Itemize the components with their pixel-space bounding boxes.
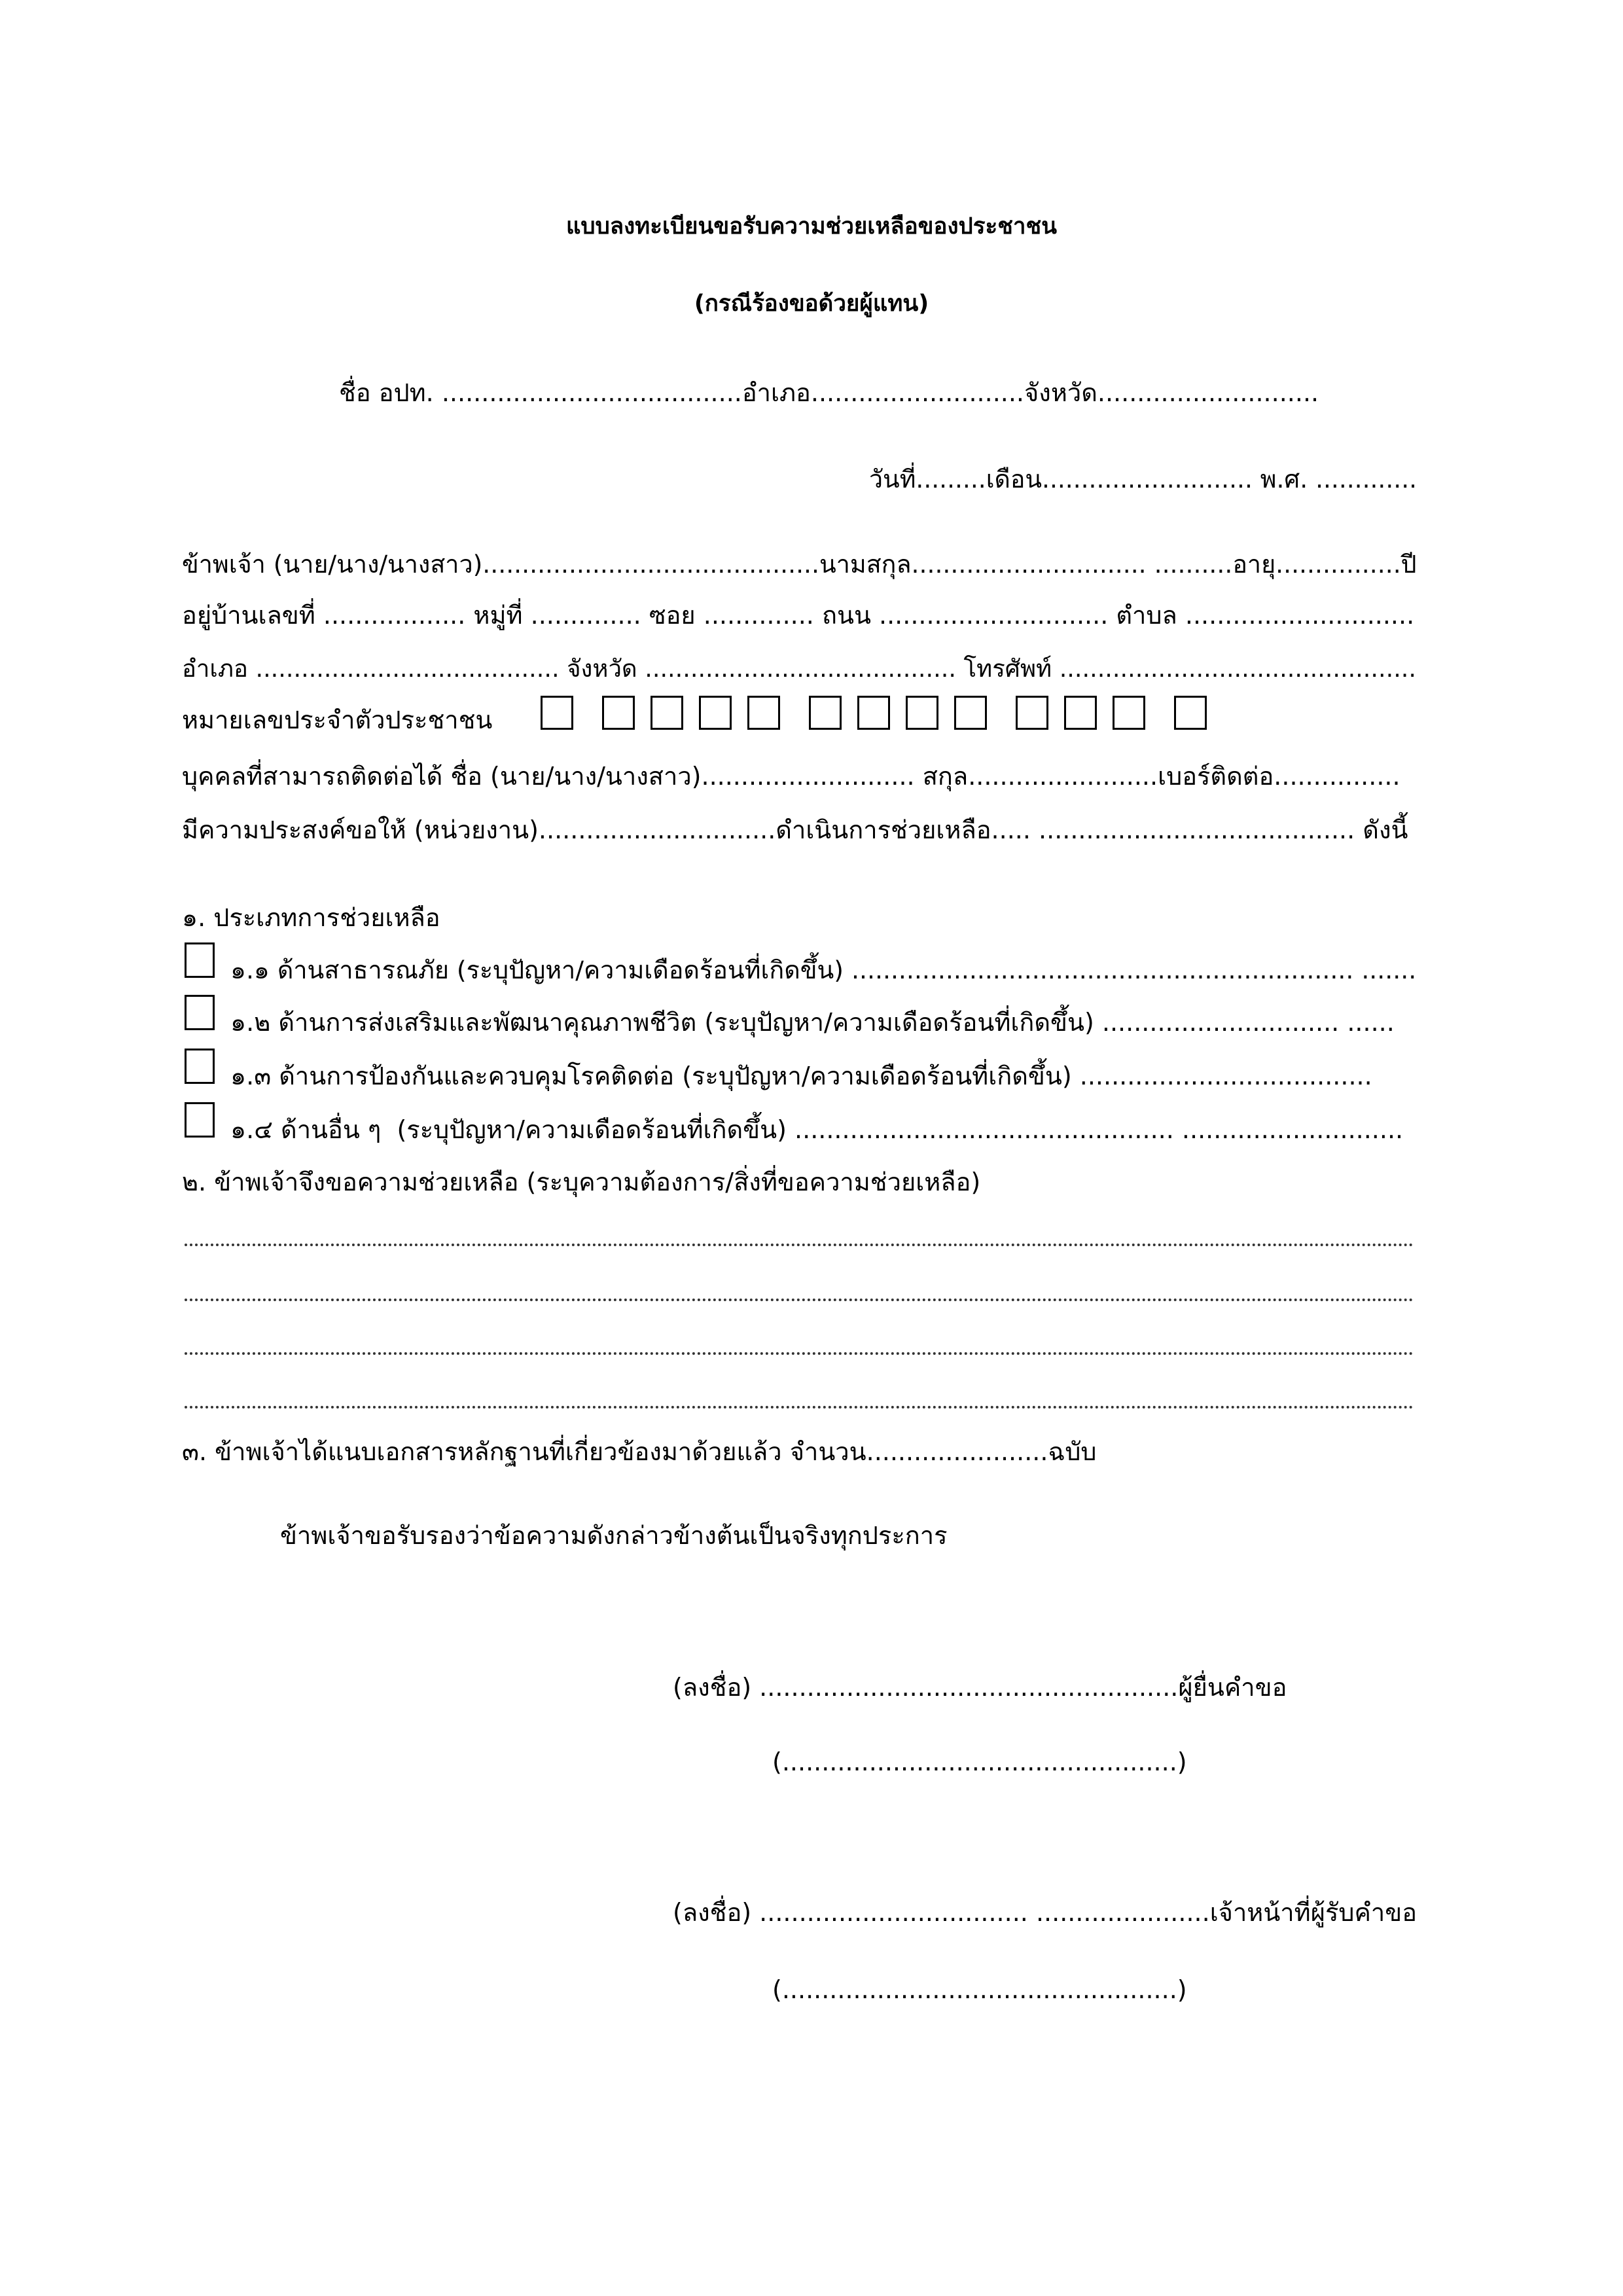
option-disease-control-checkbox[interactable] — [185, 1049, 215, 1084]
applicant-signature-line: (ลงชื่อ) .....................................................ผู้ยื่นคำขอ — [673, 1673, 1287, 1702]
id-digit-box[interactable] — [954, 696, 987, 730]
certification-statement: ข้าพเจ้าขอรับรองว่าข้อความดังกล่าวข้างต้นเป็นจริงทุกประการ — [280, 1521, 948, 1550]
option-disaster-label: ๑.๑ ด้านสาธารณภัย (ระบุปัญหา/ความเดือดร้อนที่เกิดขึ้น) ................................................................ ....... — [230, 956, 1417, 984]
assistance-request-heading: ๒. ข้าพเจ้าจึงขอความช่วยเหลือ (ระบุความต้องการ/สิ่งที่ขอความช่วยเหลือ) — [182, 1168, 981, 1196]
request-agency-line: มีความประสงค์ขอให้ (หน่วยงาน)..............................ดำเนินการช่วยเหลือ..... ........................................ ดังนี้ — [182, 816, 1408, 844]
address-line: อยู่บ้านเลขที่ .................. หมู่ที่ .............. ซอย .............. ถนน ............................. ตำบล ............................. — [182, 601, 1415, 630]
id-digit-box[interactable] — [1113, 696, 1145, 730]
form-title: แบบลงทะเบียนขอรับความช่วยเหลือของประชาชน — [565, 213, 1058, 240]
request-detail-line[interactable] — [185, 1352, 1414, 1355]
option-disease-control-label: ๑.๓ ด้านการป้องกันและควบคุมโรคติดต่อ (ระบุปัญหา/ความเดือดร้อนที่เกิดขึ้น) ..................................... — [230, 1062, 1372, 1090]
id-digit-box[interactable] — [906, 696, 938, 730]
option-quality-of-life-label: ๑.๒ ด้านการส่งเสริมและพัฒนาคุณภาพชีวิต (ระบุปัญหา/ความเดือดร้อนที่เกิดขึ้น) .............................. ...... — [230, 1008, 1395, 1037]
national-id-label: หมายเลขประจำตัวประชาชน — [182, 706, 493, 734]
id-digit-box[interactable] — [651, 696, 683, 730]
option-disaster-checkbox[interactable] — [185, 942, 215, 978]
officer-printed-name: (..................................................) — [772, 1975, 1187, 2004]
option-other-label: ๑.๔ ด้านอื่น ๆ (ระบุปัญหา/ความเดือดร้อนที่เกิดขึ้น) ................................................ ............................ — [230, 1115, 1404, 1144]
contact-person-line: บุคคลที่สามารถติดต่อได้ ชื่อ (นาย/นาง/นางสาว)........................... สกุล........................เบอร์ติดต่อ................ — [182, 762, 1400, 791]
id-digit-box[interactable] — [699, 696, 732, 730]
attached-documents-line: ๓. ข้าพเจ้าได้แนบเอกสารหลักฐานที่เกี่ยวข้องมาด้วยแล้ว จำนวน.......................ฉบับ — [182, 1437, 1097, 1466]
applicant-printed-name: (..................................................) — [772, 1748, 1187, 1776]
national-id-boxes — [541, 696, 1222, 730]
applicant-name-line: ข้าพเจ้า (นาย/นาง/นางสาว)...........................................นามสกุล.............................. ..........อายุ................ปี — [182, 550, 1417, 579]
assistance-type-heading: ๑. ประเภทการช่วยเหลือ — [182, 903, 440, 932]
id-digit-box[interactable] — [602, 696, 635, 730]
id-digit-box[interactable] — [747, 696, 780, 730]
district-line: อำเภอ ........................................ จังหวัด ......................................... โทรศัพท์ ............................................... — [182, 655, 1417, 683]
request-detail-line[interactable] — [185, 1244, 1414, 1246]
request-detail-line[interactable] — [185, 1299, 1414, 1301]
option-other-checkbox[interactable] — [185, 1102, 215, 1138]
id-digit-box[interactable] — [857, 696, 890, 730]
id-digit-box[interactable] — [1064, 696, 1097, 730]
id-digit-box[interactable] — [541, 696, 573, 730]
request-detail-line[interactable] — [185, 1406, 1414, 1408]
form-subtitle: (กรณีร้องขอด้วยผู้แทน) — [694, 291, 929, 317]
id-digit-box[interactable] — [809, 696, 842, 730]
officer-signature-line: (ลงชื่อ) .................................. ......................เจ้าหน้าที่ผู้รับคำขอ — [673, 1898, 1418, 1927]
date-line: วันที่.........เดือน........................... พ.ศ. ............. — [869, 465, 1418, 493]
id-digit-box[interactable] — [1174, 696, 1207, 730]
id-digit-box[interactable] — [1016, 696, 1048, 730]
organization-line: ชื่อ อปท. ......................................อำเภอ...........................จังหวัด............................ — [339, 378, 1319, 407]
option-quality-of-life-checkbox[interactable] — [185, 995, 215, 1030]
